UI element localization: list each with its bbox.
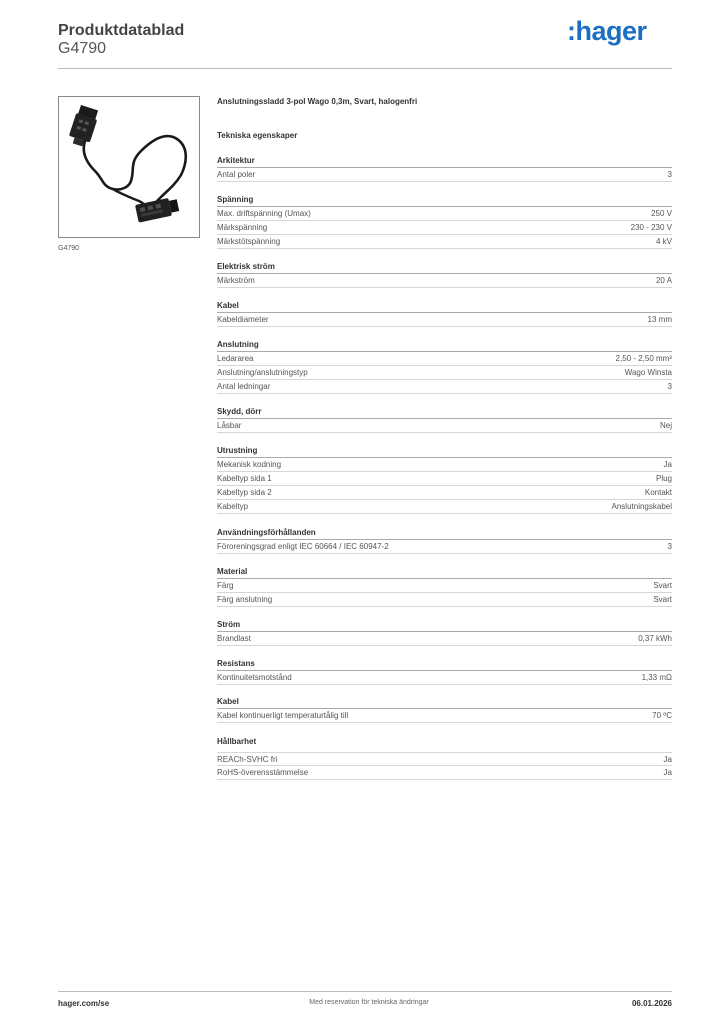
spec-label: Låsbar [217,421,242,430]
spec-row [217,274,672,288]
spec-row [217,352,672,366]
spec-label: Färg anslutning [217,595,273,604]
spec-label: REACh-SVHC fri [217,755,278,764]
spec-value: 13 mm [647,315,672,324]
spec-value: Svart [653,581,672,590]
product-image [58,96,200,238]
footer-website-link[interactable]: hager.com/se [58,999,110,1008]
spec-row [217,540,672,554]
spec-row [217,380,672,394]
spec-row [217,207,672,221]
spec-row [217,313,672,327]
spec-label: RoHS-överensstämmelse [217,768,309,777]
section-title: Användningsförhållanden [217,527,672,540]
spec-label: Antal ledningar [217,382,271,391]
section-title: Elektrisk ström [217,261,672,274]
spec-row [217,579,672,593]
spec-row [217,486,672,500]
spec-value: 230 - 230 V [630,223,672,232]
section-title: Anslutning [217,339,672,352]
section-anvandningsforhallanden [217,527,672,554]
spec-value: Plug [655,474,672,483]
section-material [217,566,672,607]
spec-label: Märkstötspänning [217,237,281,246]
spec-label: Kabeltyp sida 1 [217,474,272,483]
spec-label: Antal poler [217,170,256,179]
spec-value: Ja [663,460,672,469]
spec-value: 2,50 - 2,50 mm² [615,354,672,363]
section-title: Kabel [217,300,672,313]
section-skydd-dorr [217,406,672,433]
spec-row [217,671,672,685]
footer-date: 06.01.2026 [631,999,672,1008]
footer-divider [58,991,672,992]
spec-value: Svart [653,595,672,604]
section-elektrisk-strom [217,261,672,288]
section-spanning [217,194,672,249]
spec-label: Max. driftspänning (Umax) [217,209,311,218]
spec-row [217,235,672,249]
section-title: Spänning [217,194,672,207]
header-divider [58,68,672,69]
spec-label: Anslutning/anslutningstyp [217,368,308,377]
spec-row [217,752,672,766]
spec-row [217,472,672,486]
spec-value: 4 kV [655,237,672,246]
spec-label: Färg [217,581,234,590]
spec-value: Anslutningskabel [611,502,672,511]
spec-value: Kontakt [644,488,672,497]
spec-row [217,221,672,235]
footer-disclaimer: Med reservation för tekniska ändringar [309,999,429,1006]
spec-row [217,366,672,380]
spec-label: Kabeltyp [217,502,249,511]
section-kabel [217,300,672,327]
spec-label: Kabel kontinuerligt temperaturtålig till [217,711,349,720]
image-caption: G4790 [58,245,80,252]
spec-label: Märkström [217,276,255,285]
technical-properties-heading: Tekniska egenskaper [217,131,298,140]
spec-value: 3 [667,542,672,551]
spec-value: 250 V [651,209,672,218]
spec-row [217,458,672,472]
spec-value: Nej [659,421,672,430]
spec-label: Märkspänning [217,223,268,232]
spec-value: 0,37 kWh [638,634,672,643]
spec-value: 3 [667,170,672,179]
section-title: Ström [217,619,672,632]
section-title: Material [217,566,672,579]
section-anslutning [217,339,672,394]
section-title: Arkitektur [217,155,672,168]
spec-value: Ja [663,768,672,777]
product-name: Anslutningssladd 3-pol Wago 0,3m, Svart, halogenfri [217,97,418,106]
spec-row [217,419,672,433]
spec-value: Wago Winsta [624,368,672,377]
section-kabel-temperatur [217,696,672,723]
section-title: Utrustning [217,445,672,458]
spec-value: 3 [667,382,672,391]
section-arkitektur [217,155,672,182]
section-title: Hållbarhet [217,737,257,746]
product-code: G4790 [58,40,107,57]
spec-label: Mekanisk kodning [217,460,282,469]
spec-label: Brandlast [217,634,251,643]
spec-value: 1,33 mΩ [641,673,672,682]
spec-row [217,500,672,514]
section-title: Kabel [217,696,672,709]
spec-label: Ledararea [217,354,254,363]
section-hallbarhet [217,736,672,780]
spec-label: Kabeltyp sida 2 [217,488,272,497]
document-title: Produktdatablad [58,22,185,39]
spec-label: Kabeldiameter [217,315,269,324]
cable-connector-icon [59,97,199,237]
spec-label: Kontinuitetsmotstånd [217,673,292,682]
section-strom [217,619,672,646]
section-resistans [217,658,672,685]
hager-logo: :hager [567,16,647,46]
section-utrustning [217,445,672,514]
spec-row [217,168,672,182]
section-title: Skydd, dörr [217,406,672,419]
spec-row [217,593,672,607]
spec-value: 70 ºC [652,711,672,720]
spec-row [217,709,672,723]
spec-value: 20 A [655,276,672,285]
spec-label: Föroreningsgrad enligt IEC 60664 / IEC 60947-2 [217,542,389,551]
section-title: Resistans [217,658,672,671]
spec-value: Ja [663,755,672,764]
spec-row [217,766,672,780]
spec-row [217,632,672,646]
